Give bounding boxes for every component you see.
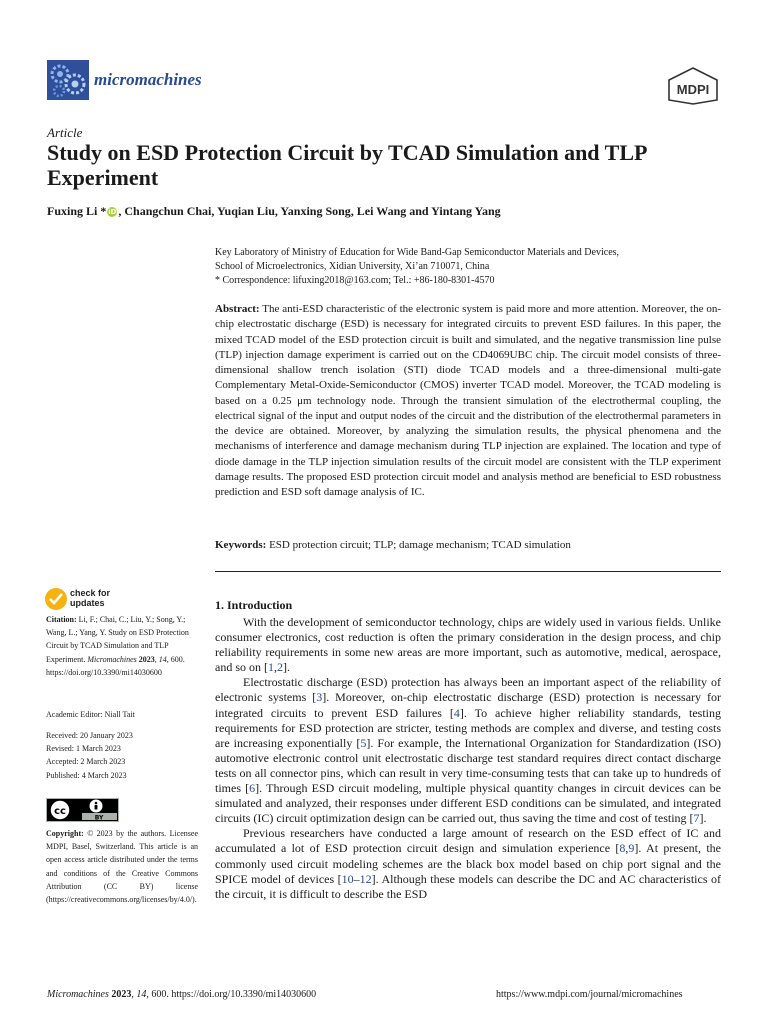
section-heading: 1. Introduction — [215, 598, 293, 612]
article-title: Study on ESD Protection Circuit by TCAD Simulation and TLP Experiment — [47, 140, 647, 190]
author-list — [47, 204, 727, 219]
coauthors: , Changchun Chai, Yuqian Liu, Yanxing Song, Lei Wang and Yintang Yang — [118, 204, 501, 218]
mdpi-logo-text: MDPI — [676, 82, 710, 97]
affiliation-block — [215, 246, 725, 288]
mdpi-logo-icon[interactable] — [665, 67, 721, 105]
check-for-updates-button[interactable] — [45, 588, 145, 612]
footer-journal-url[interactable]: https://www.mdpi.com/journal/micromachines — [496, 989, 683, 1000]
cc-by-license-icon[interactable] — [46, 798, 119, 822]
check-updates-icon — [45, 588, 67, 610]
copyright-label: Copyright: — [46, 829, 84, 838]
check-updates-label: check for updates — [70, 588, 111, 608]
abstract-label: Abstract: — [215, 303, 260, 315]
published-date: Published: 4 March 2023 — [46, 770, 127, 780]
svg-text:cc: cc — [54, 806, 66, 817]
received-date: Received: 20 January 2023 — [46, 731, 133, 740]
keywords-text: ESD protection circuit; TLP; damage mechanism; TCAD simulation — [269, 539, 571, 551]
reference-link[interactable]: 4 — [453, 705, 460, 720]
paragraph: With the development of semiconductor technology, chips are widely used in various fields. Unlike consumer electronics, cost reduction is often the primary consideration in the design process, and chip reliability requirements in some new areas are more important, such as automotive, medical, aerospace, and so on [1,2]. — [215, 615, 721, 675]
reference-link[interactable]: 9 — [628, 841, 635, 856]
footer-citation: Micromachines 2023, 14, 600. https://doi.org/10.3390/mi14030600 — [47, 989, 317, 1000]
correspondence: * Correspondence: lifuxing2018@163.com; Tel.: +86-180-8301-4570 — [215, 275, 495, 286]
copyright-notice: Copyright: © 2023 by the authors. Licensee MDPI, Basel, Switzerland. This article is an open access article distributed under the terms and conditions of the Creative Commons Attribution (CC BY) license (https://creativecommons.org/licenses/by/4.0/). — [46, 829, 199, 905]
journal-logo-icon — [47, 60, 89, 100]
reference-link[interactable]: 12 — [359, 871, 372, 886]
first-author[interactable]: Fuxing Li * — [47, 204, 107, 218]
keywords-label: Keywords: — [215, 539, 267, 551]
reference-link[interactable]: 10 — [341, 871, 354, 886]
citation-doi[interactable]: , 600. https://doi.org/10.3390/mi14030600 — [46, 654, 185, 677]
section-divider — [215, 571, 721, 572]
body-text — [215, 615, 721, 902]
affiliation-line: Key Laboratory of Ministry of Education for Wide Band-Gap Semiconductor Materials and Devices, — [215, 247, 620, 258]
footer-doi[interactable]: , 600. https://doi.org/10.3390/mi14030600 — [146, 989, 317, 1000]
reference-link[interactable]: 7 — [693, 811, 700, 826]
citation-block: Citation: Li, F.; Chai, C.; Liu, Y.; Song, Y.; Wang, L.; Yang, Y. Study on ESD Protection Circuit by TCAD Simulation and TLP Experiment. Micromachines 2023, 14, 600. https://doi.org/10.3390/mi14030600 — [46, 615, 189, 677]
journal-name[interactable]: micromachines — [94, 70, 202, 89]
abstract-text: The anti-ESD characteristic of the electronic system is paid more and more attention. Moreover, the on-chip electrostatic discharge (ESD) is necessary for integrated circuits to prevent ESD failures. In this paper, the mixed TCAD model of the ESD protection circuit is built and simulated, and the negative transmission line pulse (TLP) injection damage experiment is carried out on the CD4069UBC chip. The circuit model consists of three-dimensional shallow trench isolation (STI) diode TCAD models and a three-dimensional multi-gate Complementary Metal-Oxide-Semiconductor (CMOS) inverter TCAD model. Moreover, the TCAD modeling is based on a 0.25 μm technology node. Through the transient simulation of the electrothermal coupling, the electrical signal of the input and output nodes of the circuit and the distribution of the electrothermal parameters in the device are obtained. Moreover, by analyzing the simulation results, the physical phenomena and the mechanisms of interference and damage mechanism during TLP injection are explained. The location and type of diode damage in the TLP injection simulation results of the circuit model are consistent with the TLP experiment damage results. The proposed ESD protection circuit model and analysis method are beneficial to ESD robustness prediction and ESD soft damage analysis of IC. — [215, 303, 721, 498]
citation-label: Citation: — [46, 615, 77, 624]
citation-journal: Micromachines — [87, 654, 137, 664]
reference-link[interactable]: 1 — [268, 660, 274, 675]
paragraph: Previous researchers have conducted a large amount of research on the ESD effect of IC and accumulated a lot of ESD protection circuit design and simulation experience [8,9]. At present, the commonly used circuit modeling schemes are the black box model based on chip port signal and the SPICE model of devices [10–12]. Although these models can describe the DC and AC characteristics of the circuit, it is difficult to describe the ESD — [215, 826, 721, 901]
paragraph: Electrostatic discharge (ESD) protection has always been an important aspect of the reliability of electronic systems [3]. Moreover, on-chip electrostatic discharge (ESD) protection is necessary for integrated circuits to prevent ESD failures [4]. To achieve higher reliability standards, testing requirements for ESD protection are stricter, testing methods are complex and diverse, and testing costs are increasing exponentially [5]. For example, the International Organization for Standardization (ISO) automotive electronic control unit electrostatic discharge test standard requires direct contact discharge tests on all connector pins, which can result in very time-consuming tests that can take up to hundreds of times [6]. Through ESD circuit modeling, multiple physical quantity changes in circuit devices can be simulated and analyzed, their responses under different ESD conditions can be simulated, and integrated circuits (IC) circuit optimization design can be carried out, thus saving the time and cost of testing [7]. — [215, 675, 721, 826]
affiliation-line: School of Microelectronics, Xidian University, Xi’an 710071, China — [215, 261, 490, 272]
keywords — [215, 538, 721, 553]
reference-link[interactable]: 6 — [249, 781, 256, 796]
accepted-date: Accepted: 2 March 2023 — [46, 757, 126, 767]
publication-dates — [46, 729, 198, 782]
cc-by-text: BY — [94, 814, 104, 822]
article-type: Article — [47, 125, 83, 140]
reference-link[interactable]: 2 — [277, 660, 283, 675]
reference-link[interactable]: 5 — [360, 735, 367, 750]
orcid-icon[interactable]: iD — [108, 208, 117, 216]
reference-link[interactable]: 8 — [619, 841, 626, 856]
academic-editor: Academic Editor: Niall Tait — [46, 710, 135, 719]
abstract — [215, 302, 721, 500]
reference-link[interactable]: 3 — [316, 690, 323, 705]
revised-date: Revised: 1 March 2023 — [46, 744, 121, 754]
